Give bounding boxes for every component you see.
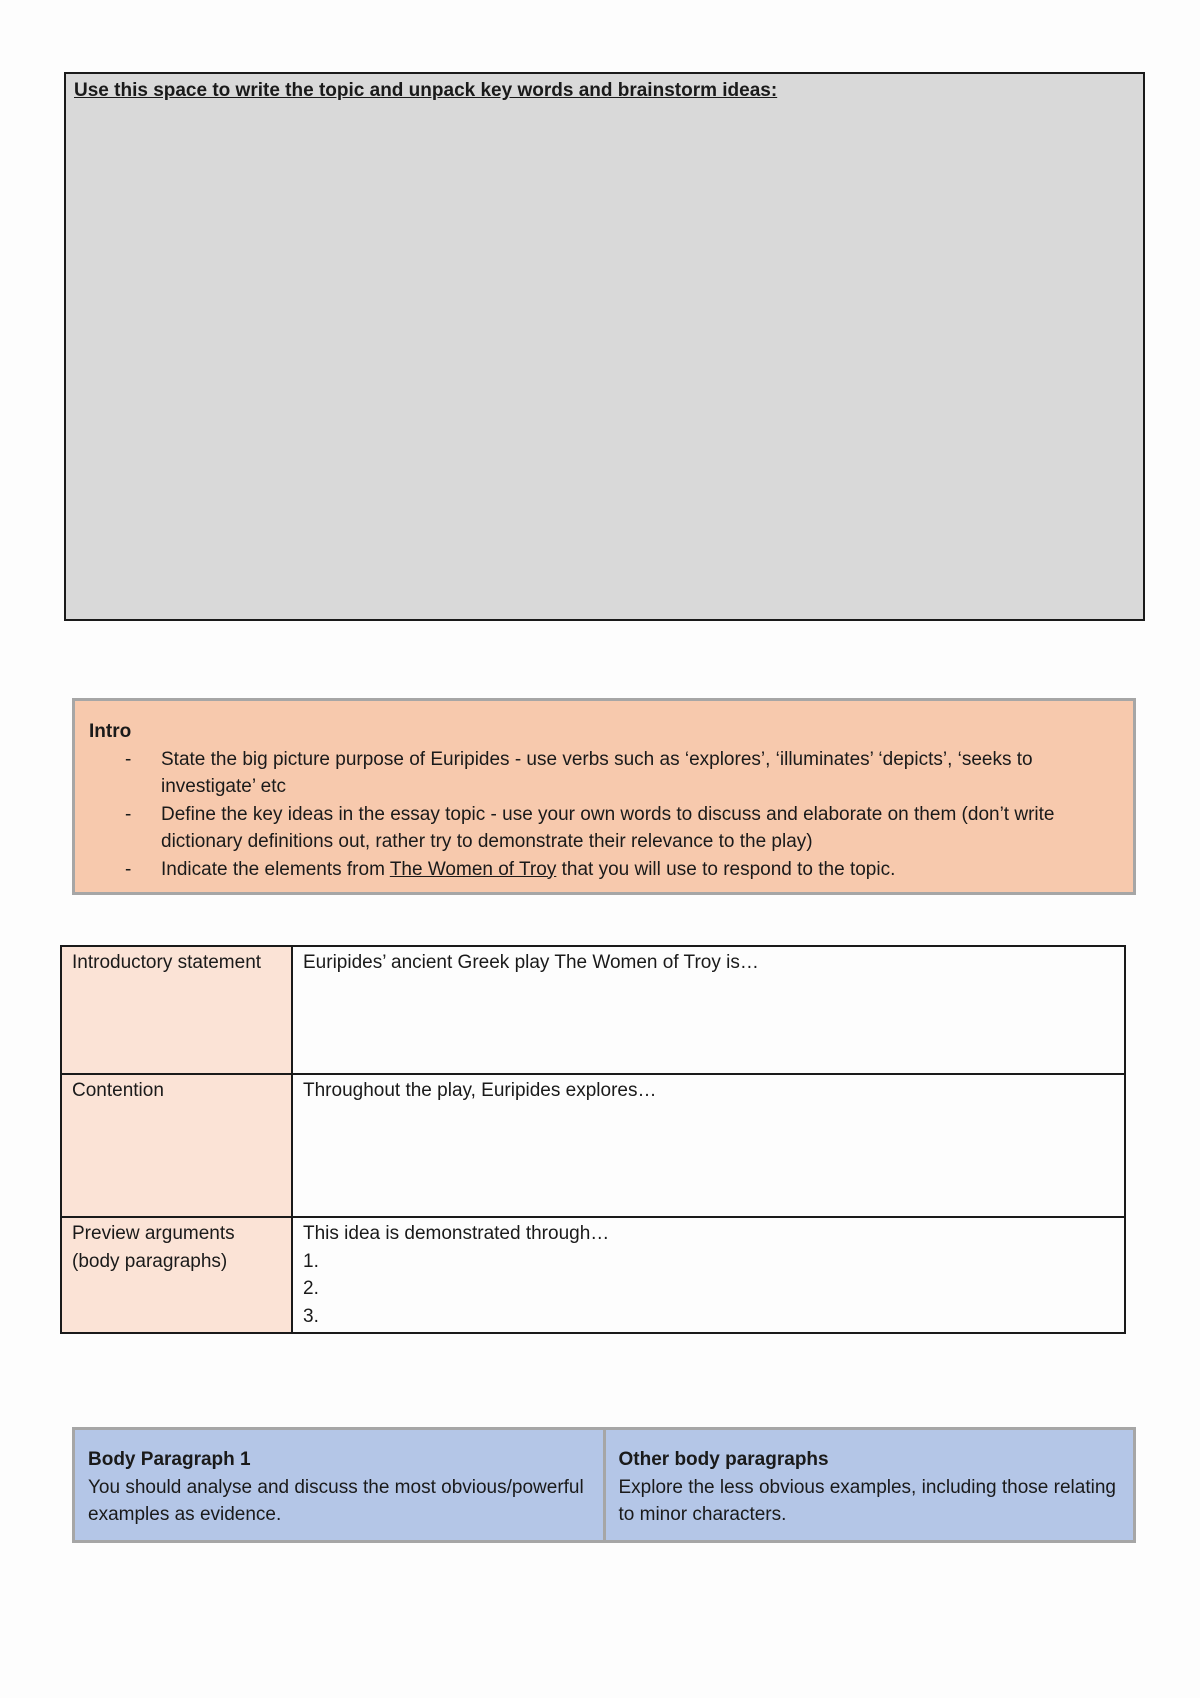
row-label: Introductory statement bbox=[61, 946, 292, 1074]
play-title: The Women of Troy bbox=[389, 858, 557, 880]
intro-title: Intro bbox=[89, 721, 132, 742]
preview-item: 2. bbox=[303, 1278, 319, 1299]
body-paragraphs-table bbox=[72, 1427, 1136, 1543]
cell-title: Body Paragraph 1 bbox=[88, 1449, 251, 1470]
intro-bullet: - Define the key ideas in the essay topic - use your own words to discuss and elaborate on them (don’t write dictionary definitions out, rather try to demonstrate their relevance to the play) bbox=[89, 801, 1119, 856]
preview-lead: This idea is demonstrated through… bbox=[303, 1223, 610, 1244]
cell-text: You should analyse and discuss the most obvious/powerful examples as evidence. bbox=[88, 1476, 584, 1525]
intro-bullet: - State the big picture purpose of Euripides - use verbs such as ‘explores’, ‘illuminates’ ‘depicts’, ‘seeks to investigate’ etc bbox=[89, 746, 1119, 801]
cell-title: Other body paragraphs bbox=[618, 1449, 829, 1470]
table-row bbox=[74, 1429, 1135, 1542]
preview-item: 1. bbox=[303, 1250, 319, 1272]
intro-box bbox=[72, 698, 1136, 895]
bullet-text: that you will use to respond to the topic. bbox=[556, 858, 896, 880]
table-row bbox=[61, 946, 1125, 1074]
table-row bbox=[61, 1074, 1125, 1217]
table-row bbox=[61, 1217, 1125, 1333]
row-content-cell[interactable]: Throughout the play, Euripides explores… bbox=[292, 1074, 1125, 1217]
body-paragraph-1-cell bbox=[74, 1429, 605, 1542]
brainstorm-heading: Use this space to write the topic and unpack key words and brainstorm ideas: bbox=[74, 80, 778, 101]
preview-item: 3. bbox=[303, 1305, 319, 1327]
row-content-cell[interactable] bbox=[292, 1217, 1125, 1333]
intro-bullet bbox=[89, 856, 1119, 884]
intro-bullet-list bbox=[89, 746, 1119, 884]
brainstorm-box[interactable] bbox=[64, 72, 1145, 621]
bullet-text: Indicate the elements from bbox=[161, 858, 390, 880]
row-content-cell[interactable]: Euripides’ ancient Greek play The Women of Troy is… bbox=[292, 946, 1125, 1074]
intro-planning-table bbox=[60, 945, 1126, 1334]
row-label: Contention bbox=[61, 1074, 292, 1217]
other-body-paragraphs-cell bbox=[604, 1429, 1135, 1542]
row-label: Preview arguments (body paragraphs) bbox=[61, 1217, 292, 1333]
cell-text: Explore the less obvious examples, including those relating to minor characters. bbox=[618, 1476, 1116, 1525]
